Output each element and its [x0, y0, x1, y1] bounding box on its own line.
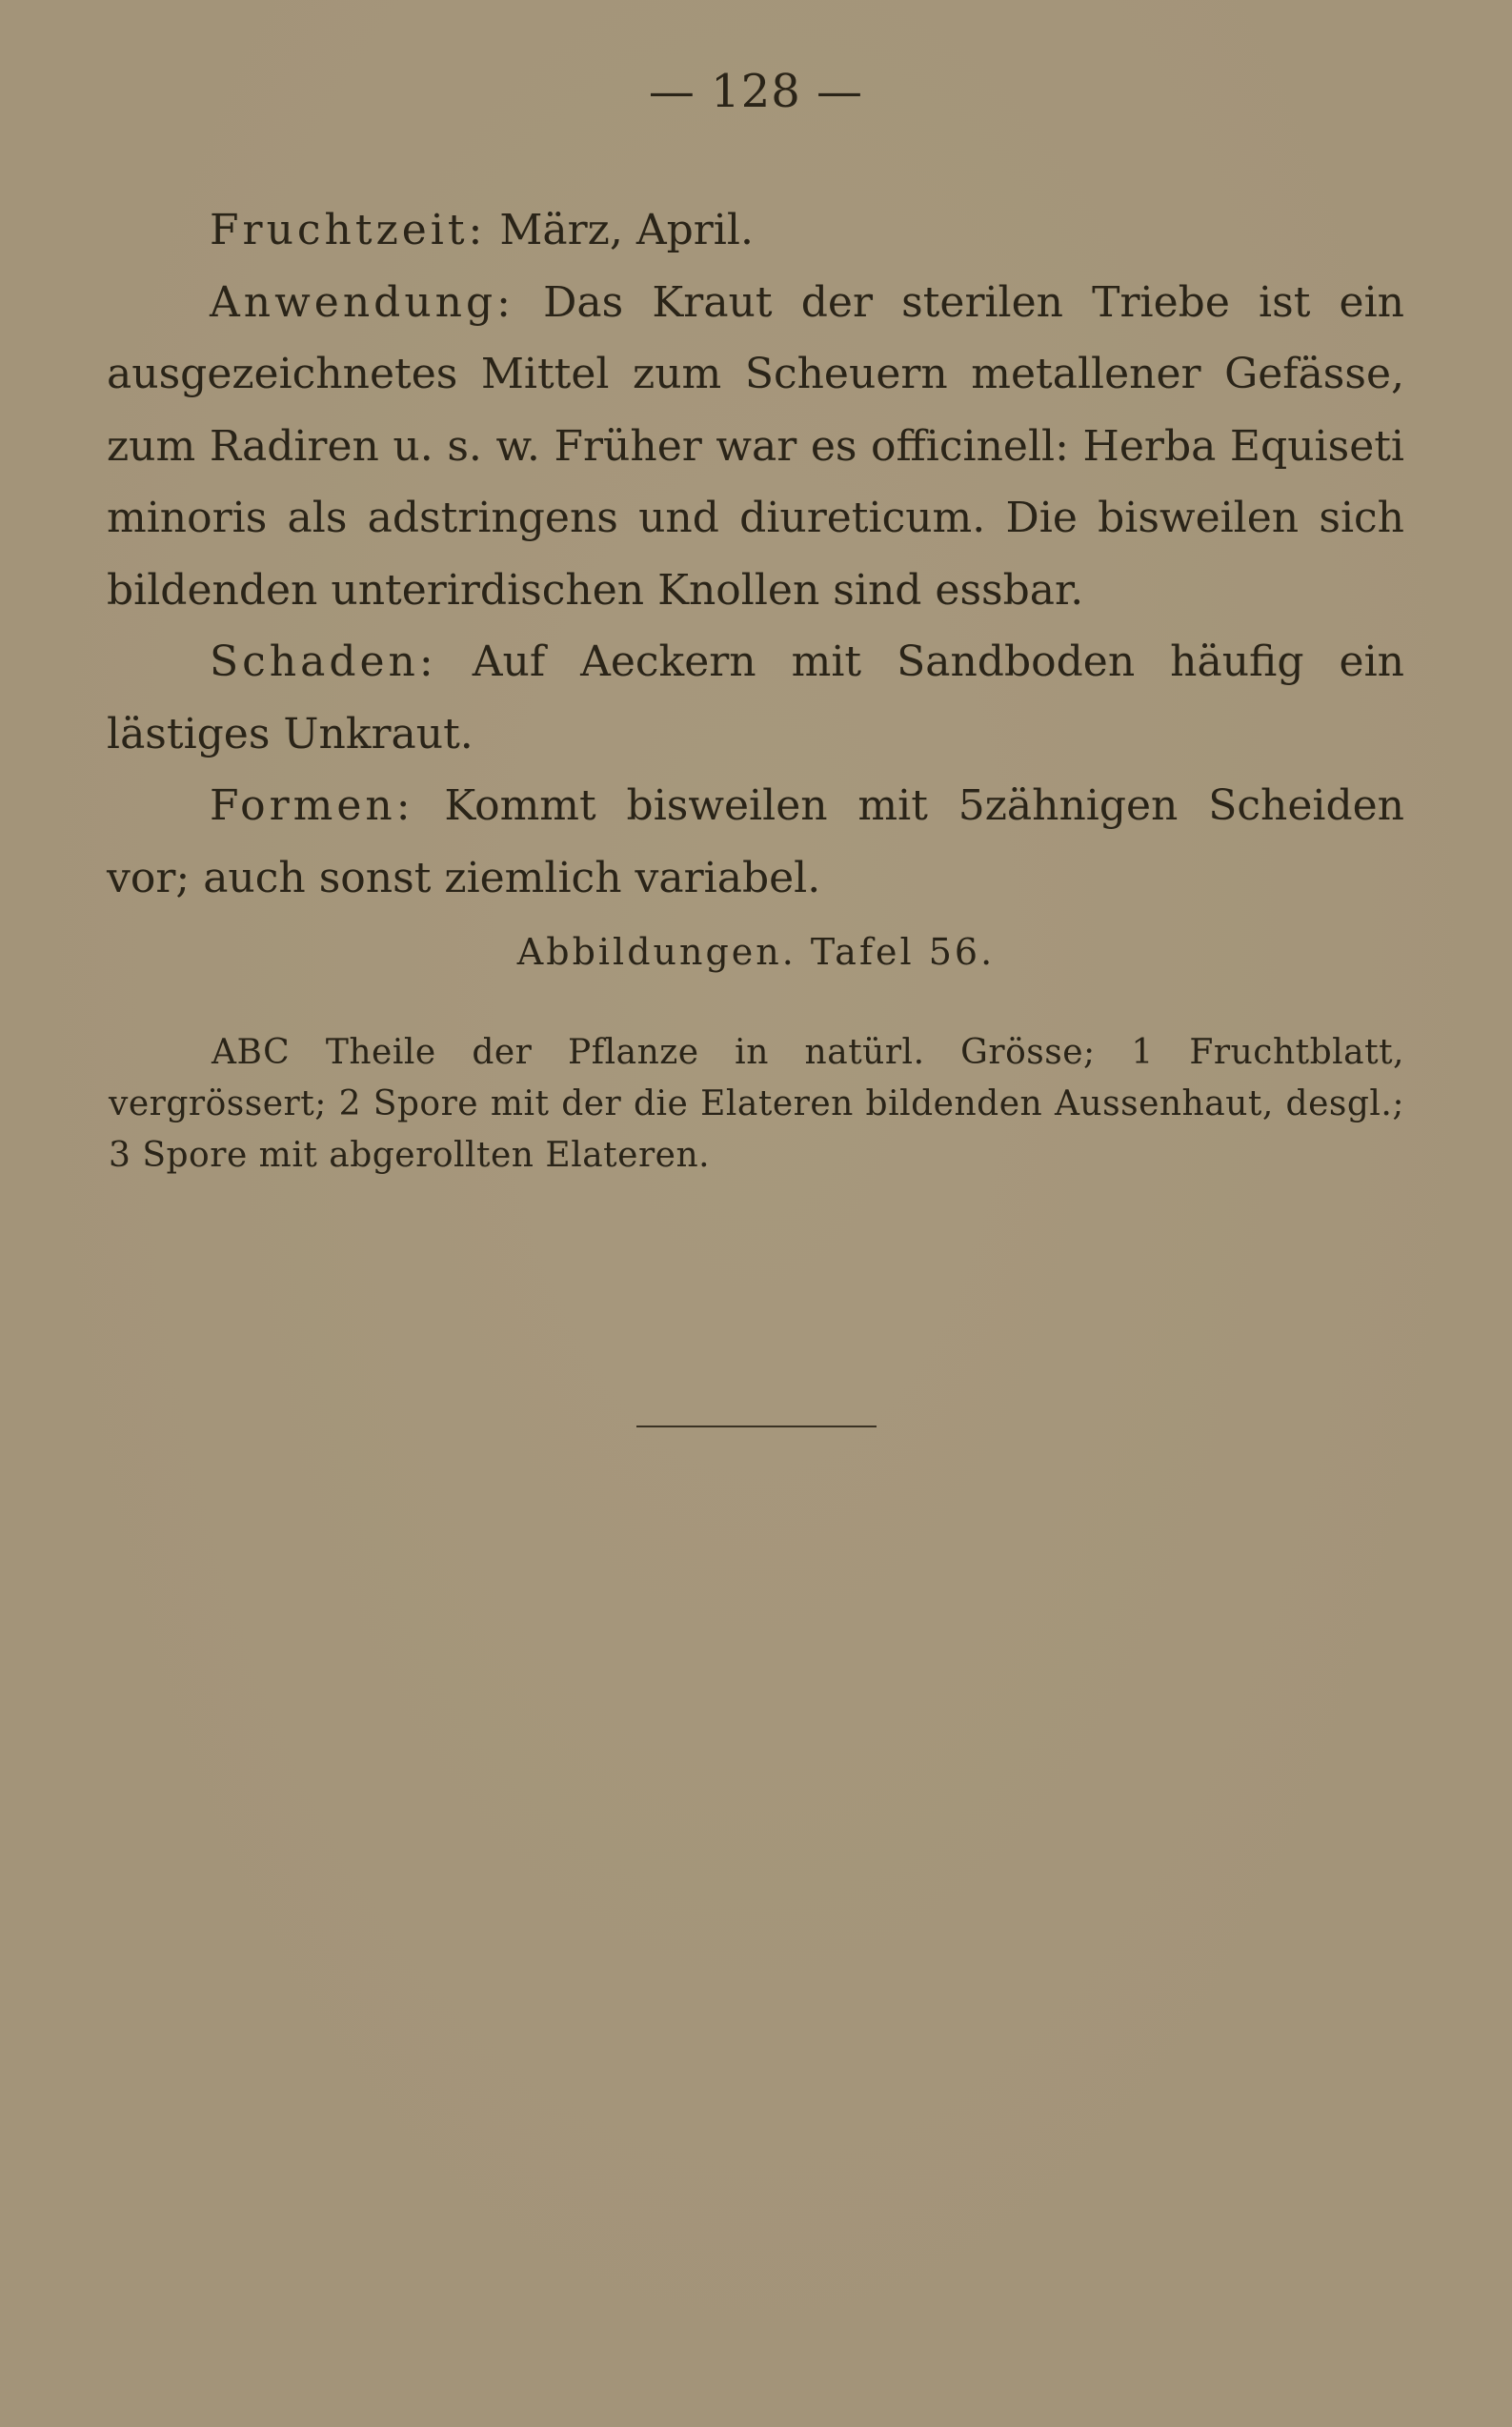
page-number: — 128 — [648, 65, 864, 118]
paragraph-lead-anwendung: Anwendung: [210, 277, 514, 327]
paragraph-anwendung [107, 267, 1404, 627]
figure-caption-heading: Abbildungen. Tafel 56. [516, 931, 996, 973]
paragraph-lead-schaden: Schaden: [210, 637, 437, 686]
paragraph-text-formen: Kommt bisweilen mit 5zähnigen Scheiden vor; auch sonst ziemlich variabel. [107, 781, 1404, 902]
paragraph-text-fruchtzeit: März, April. [486, 206, 754, 254]
paragraph-text-schaden: Auf Aeckern mit Sandboden häufig ein lästiges Unkraut. [107, 637, 1404, 758]
paragraph-fruchtzeit [107, 194, 1404, 267]
paragraph-formen [107, 770, 1404, 914]
paragraph-lead-formen: Formen: [210, 781, 414, 830]
section-divider [636, 1426, 877, 1427]
paragraph-text-anwendung: Das Kraut der sterilen Triebe ist ein ausgezeichnetes Mittel zum Scheuern metallener Gefässe, zum Radiren u. s. w. Früher war es officinell: Herba Equiseti minoris als adstringens und diureticum. Die bisweilen sich bildenden unterirdischen Knollen sind essbar. [107, 277, 1404, 615]
body-text [107, 194, 1404, 914]
figure-caption-text: ABC Theile der Pflanze in natürl. Grösse; 1 Fruchtblatt, vergrössert; 2 Spore mit der die Elateren bildenden Aussenhaut, desgl.; 3 Spore mit abgerollten Elateren. [109, 1033, 1404, 1175]
paragraph-lead-fruchtzeit: Fruchtzeit: [210, 206, 487, 254]
paragraph-schaden [107, 626, 1404, 770]
